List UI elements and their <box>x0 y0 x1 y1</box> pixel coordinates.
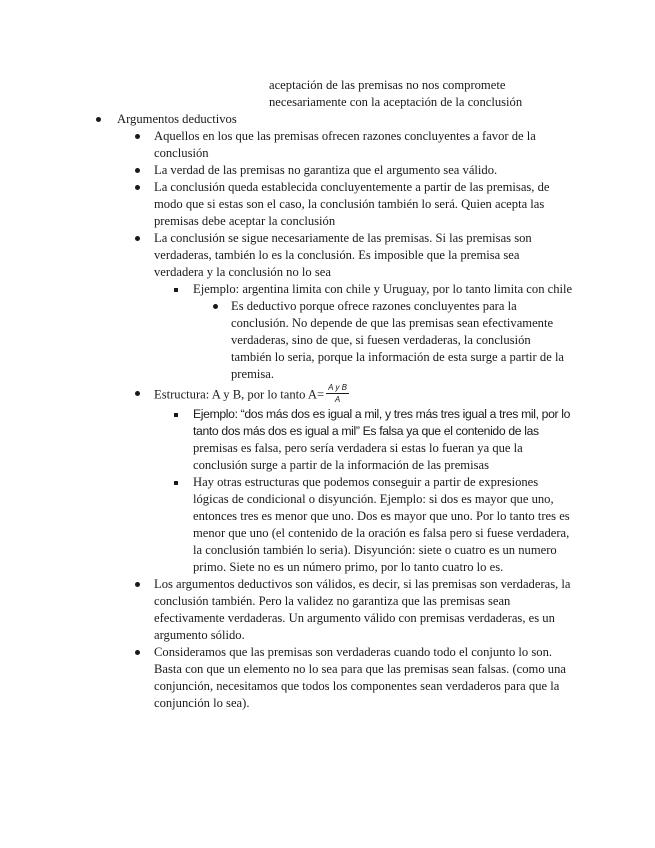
example-item <box>193 406 575 474</box>
structure-text: Estructura: A y B, por lo tanto A= <box>154 387 325 402</box>
example-text-serif: premisas es falsa, pero sería verdadera si estas lo fueran ya que la conclusión surge a partir de la información de las premisas <box>193 441 523 472</box>
list-item: La verdad de las premisas no garantiza que el argumento sea válido. <box>154 162 572 179</box>
structure-sublist <box>154 406 572 576</box>
continued-paragraph <box>269 77 609 111</box>
intro-line-1: aceptación de las premisas no nos compromete <box>269 78 506 92</box>
other-structures-item: Hay otras estructuras que podemos conseguir a partir de expresiones lógicas de condicional o disyunción. Ejemplo: si dos es mayor que uno, entonces tres es menor que uno. Dos es mayor que uno. Por lo tanto tres es menor que uno (el contenido de la oración es falsa pero si fuese verdadera, la conclusión también lo seria). Disyunción: siete o cuatro es un numero primo. Siete no es un número primo, por lo tanto cuatro lo es. <box>193 474 575 576</box>
example-note-list <box>193 298 575 383</box>
list-item-text: La conclusión se sigue necesariamente de las premisas. Si las premisas son verdaderas, también lo es la conclusión. Es imposible que la premisa sea verdadera y la conclusión no lo sea <box>154 231 532 279</box>
fraction-denominator: A <box>334 395 341 404</box>
deductive-points-list <box>117 128 617 712</box>
fraction-numerator: A y B <box>328 383 347 392</box>
intro-line-2: necesariamente con la aceptación de la conclusión <box>269 95 523 109</box>
example-text: Ejemplo: argentina limita con chile y Uruguay, por lo tanto limita con chile <box>193 282 573 296</box>
example-text-sans: Ejemplo: “dos más dos es igual a mil, y tres más tres igual a tres mil, por lo tanto dos más dos es igual a mil” Es falsa ya que el contenido de las <box>193 407 571 438</box>
example-note: Es deductivo porque ofrece razones concluyentes para la conclusión. No depende de que las premisas sean efectivamente verdaderas, sino de que, si fuesen verdaderas, la conclusión también lo seria, porque la información de esta surge a partir de la premisa. <box>231 298 573 383</box>
list-item-structure <box>154 385 572 576</box>
list-item: La conclusión queda establecida concluyentemente a partir de las premisas, de modo que si estas son el caso, la conclusión también lo será. Quien acepta las premisas debe aceptar la conclusión <box>154 179 572 230</box>
necessity-sublist <box>154 281 572 383</box>
example-item <box>193 281 575 383</box>
list-item: Los argumentos deductivos son válidos, es decir, si las premisas son verdaderas, la conclusión también. Pero la validez no garantiza que las premisas sean efectivamente verdaderas. Un argumento válido con premisas verdaderas, es un argumento sólido. <box>154 577 571 642</box>
structure-fraction <box>326 383 349 404</box>
section-title: Argumentos deductivos <box>117 112 237 126</box>
list-item-necessity <box>154 230 572 383</box>
section-deductive-arguments <box>0 111 617 712</box>
list-item: Consideramos que las premisas son verdaderas cuando todo el conjunto lo son. Basta con que un elemento no lo sea para que las premisas sean falsas. (como una conjunción, necesitamos que todos los componentes sean verdaderos para que la conjunción lo sea). <box>154 644 572 712</box>
list-item: Aquellos en los que las premisas ofrecen razones concluyentes a favor de la conclusión <box>154 128 572 162</box>
outline-list <box>0 111 655 712</box>
